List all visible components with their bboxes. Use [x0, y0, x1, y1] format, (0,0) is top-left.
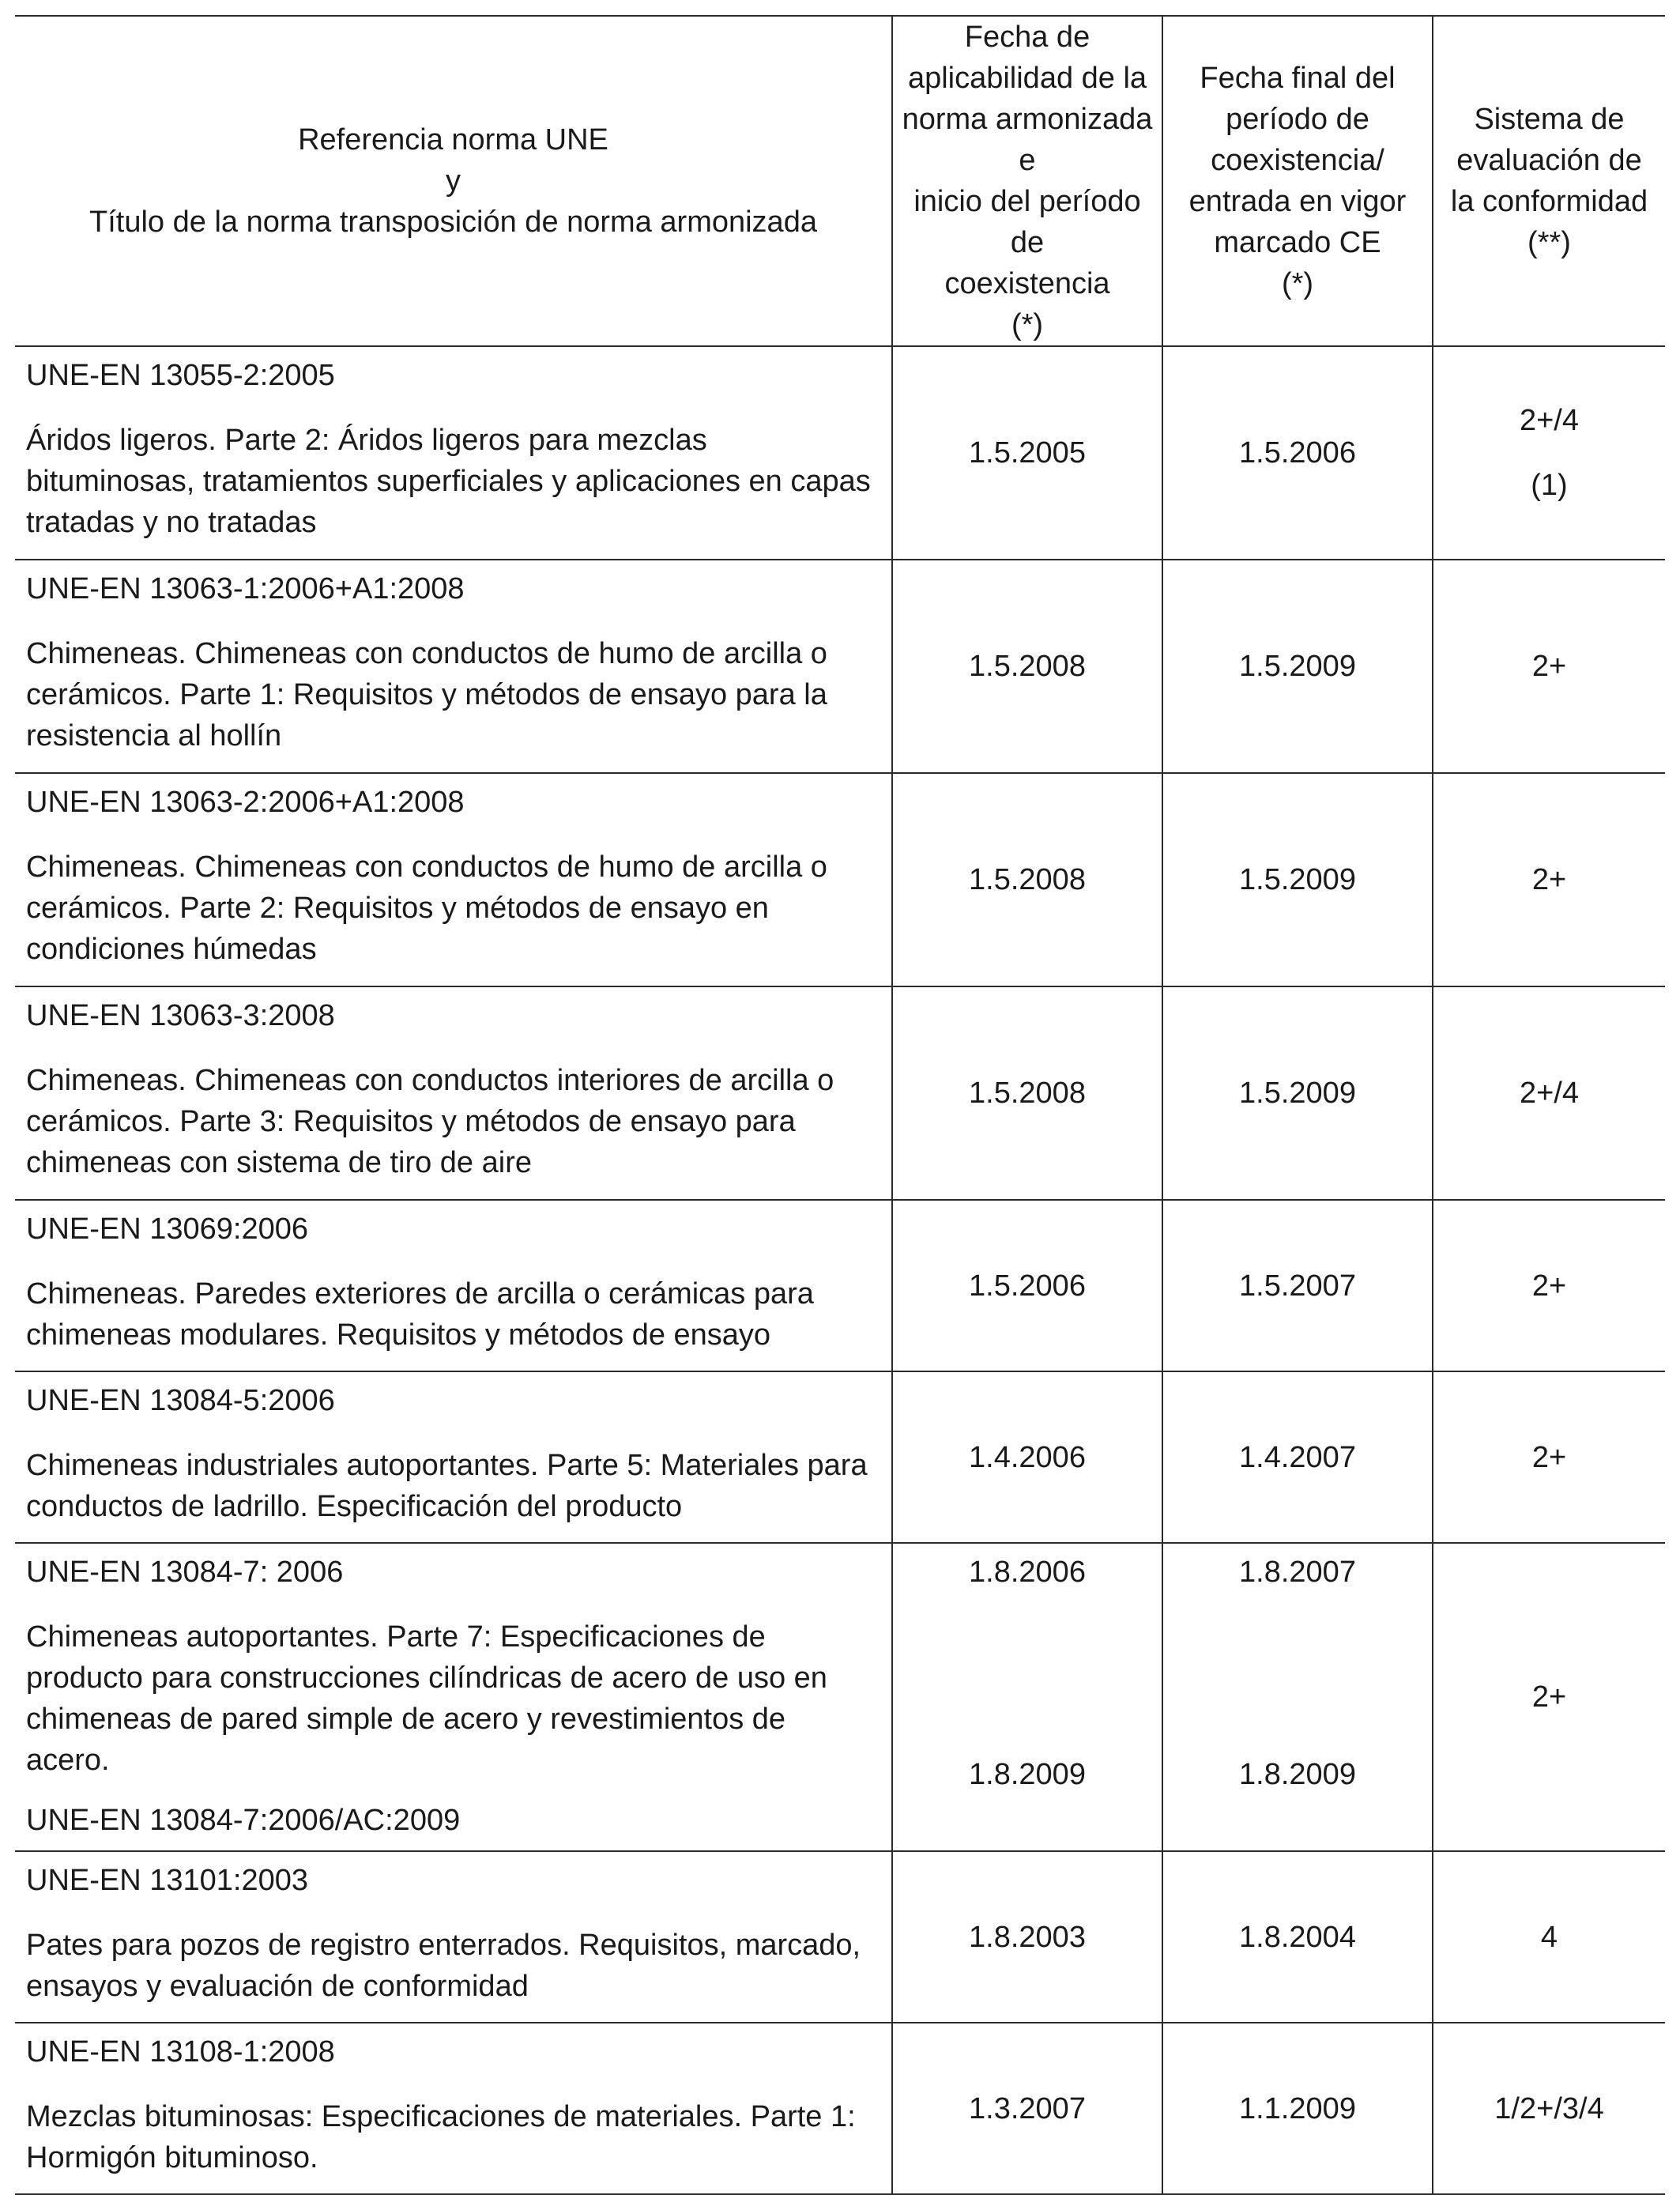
standard-code: UNE-EN 13101:2003 — [26, 1864, 308, 1897]
reference-cell — [15, 986, 892, 1200]
table-row — [15, 773, 1665, 986]
table-row — [15, 1543, 1665, 1851]
conformity-system: 2+ — [1433, 1543, 1665, 1851]
conformity-system: 4 — [1433, 1851, 1665, 2023]
reference-cell — [15, 1200, 892, 1371]
system-note: (1) — [1531, 469, 1568, 502]
standard-code: UNE-EN 13063-3:2008 — [26, 999, 335, 1032]
end-date: 1.5.2009 — [1162, 560, 1433, 773]
end-dates — [1162, 1543, 1433, 1851]
end-date: 1.5.2009 — [1162, 773, 1433, 986]
header-reference: Referencia norma UNE y Título de la norma transposición de norma armonizada — [15, 16, 892, 346]
standards-table — [15, 15, 1665, 2195]
corrigendum-start-date: 1.8.2009 — [969, 1758, 1086, 1791]
end-date: 1.4.2007 — [1162, 1371, 1433, 1543]
standard-title: Chimeneas. Chimeneas con conductos de humo de arcilla o cerámicos. Parte 2: Requisitos y métodos de ensayo en condiciones húmedas — [26, 850, 827, 966]
standard-code: UNE-EN 13108-1:2008 — [26, 2035, 335, 2069]
standard-title: Chimeneas autoportantes. Parte 7: Especificaciones de producto para construcciones cilíndricas de acero de uso en chimeneas de pared simple de acero y revestimientos de acero. — [26, 1620, 827, 1777]
table-row — [15, 1200, 1665, 1371]
standard-title: Áridos ligeros. Parte 2: Áridos ligeros para mezclas bituminosas, tratamientos superficiales y aplicaciones en capas tratadas y no tratadas — [26, 424, 871, 539]
end-date: 1.1.2009 — [1162, 2023, 1433, 2194]
standard-code: UNE-EN 13084-5:2006 — [26, 1384, 335, 1417]
end-date: 1.8.2004 — [1162, 1851, 1433, 2023]
standard-title: Chimeneas industriales autoportantes. Parte 5: Materiales para conductos de ladrillo. Especificación del producto — [26, 1449, 868, 1523]
reference-cell — [15, 1851, 892, 2023]
start-date: 1.8.2003 — [892, 1851, 1162, 2023]
conformity-system: 2+ — [1433, 1371, 1665, 1543]
table-row — [15, 1851, 1665, 2023]
end-date: 1.5.2006 — [1162, 346, 1433, 560]
standard-code: UNE-EN 13063-1:2006+A1:2008 — [26, 572, 465, 605]
table-row — [15, 2023, 1665, 2194]
table-row — [15, 1371, 1665, 1543]
standard-title: Chimeneas. Chimeneas con conductos interiores de arcilla o cerámicos. Parte 3: Requisitos y métodos de ensayo para chimeneas con sistema de tiro de aire — [26, 1064, 834, 1179]
header-end-date: Fecha final del período de coexistencia/ entrada en vigor marcado CE (*) — [1162, 16, 1433, 346]
reference-cell — [15, 2023, 892, 2194]
standard-title: Pates para pozos de registro enterrados. Requisitos, marcado, ensayos y evaluación de conformidad — [26, 1929, 861, 2003]
header-conformity-system: Sistema de evaluación de la conformidad (**) — [1433, 16, 1665, 346]
standard-title: Mezclas bituminosas: Especificaciones de materiales. Parte 1: Hormigón bituminoso. — [26, 2100, 856, 2174]
table-row — [15, 560, 1665, 773]
corrigendum-code: UNE-EN 13084-7:2006/AC:2009 — [26, 1804, 461, 1837]
conformity-system: 2+/4 (1) — [1433, 346, 1665, 560]
conformity-system: 2+ — [1433, 1200, 1665, 1371]
standard-title: Chimeneas. Paredes exteriores de arcilla o cerámicas para chimeneas modulares. Requisitos y métodos de ensayo — [26, 1277, 814, 1352]
start-date: 1.5.2008 — [892, 773, 1162, 986]
start-date: 1.5.2008 — [892, 560, 1162, 773]
header-applicability-date: Fecha de aplicabilidad de la norma armonizada e inicio del período de coexistencia (*) — [892, 16, 1162, 346]
table-row — [15, 346, 1665, 560]
start-date: 1.5.2005 — [892, 346, 1162, 560]
start-date: 1.8.2006 — [969, 1556, 1086, 1589]
reference-cell — [15, 773, 892, 986]
end-date: 1.5.2007 — [1162, 1200, 1433, 1371]
standard-code: UNE-EN 13063-2:2006+A1:2008 — [26, 786, 465, 819]
start-date: 1.5.2006 — [892, 1200, 1162, 1371]
reference-cell — [15, 1371, 892, 1543]
standard-code: UNE-EN 13084-7: 2006 — [26, 1556, 344, 1589]
standard-title: Chimeneas. Chimeneas con conductos de humo de arcilla o cerámicos. Parte 1: Requisitos y métodos de ensayo para la resistencia al hollín — [26, 637, 827, 752]
reference-cell — [15, 346, 892, 560]
conformity-system: 2+/4 — [1433, 986, 1665, 1200]
table-row — [15, 986, 1665, 1200]
reference-cell — [15, 1543, 892, 1851]
reference-cell — [15, 560, 892, 773]
standard-code: UNE-EN 13069:2006 — [26, 1213, 308, 1246]
conformity-system: 1/2+/3/4 — [1433, 2023, 1665, 2194]
start-date: 1.5.2008 — [892, 986, 1162, 1200]
end-date: 1.5.2009 — [1162, 986, 1433, 1200]
end-date: 1.8.2007 — [1239, 1556, 1356, 1589]
conformity-system: 2+ — [1433, 560, 1665, 773]
conformity-system: 2+ — [1433, 773, 1665, 986]
start-date: 1.3.2007 — [892, 2023, 1162, 2194]
corrigendum-end-date: 1.8.2009 — [1239, 1758, 1356, 1791]
start-date: 1.4.2006 — [892, 1371, 1162, 1543]
start-dates — [892, 1543, 1162, 1851]
header-row — [15, 16, 1665, 346]
standard-code: UNE-EN 13055-2:2005 — [26, 359, 335, 392]
